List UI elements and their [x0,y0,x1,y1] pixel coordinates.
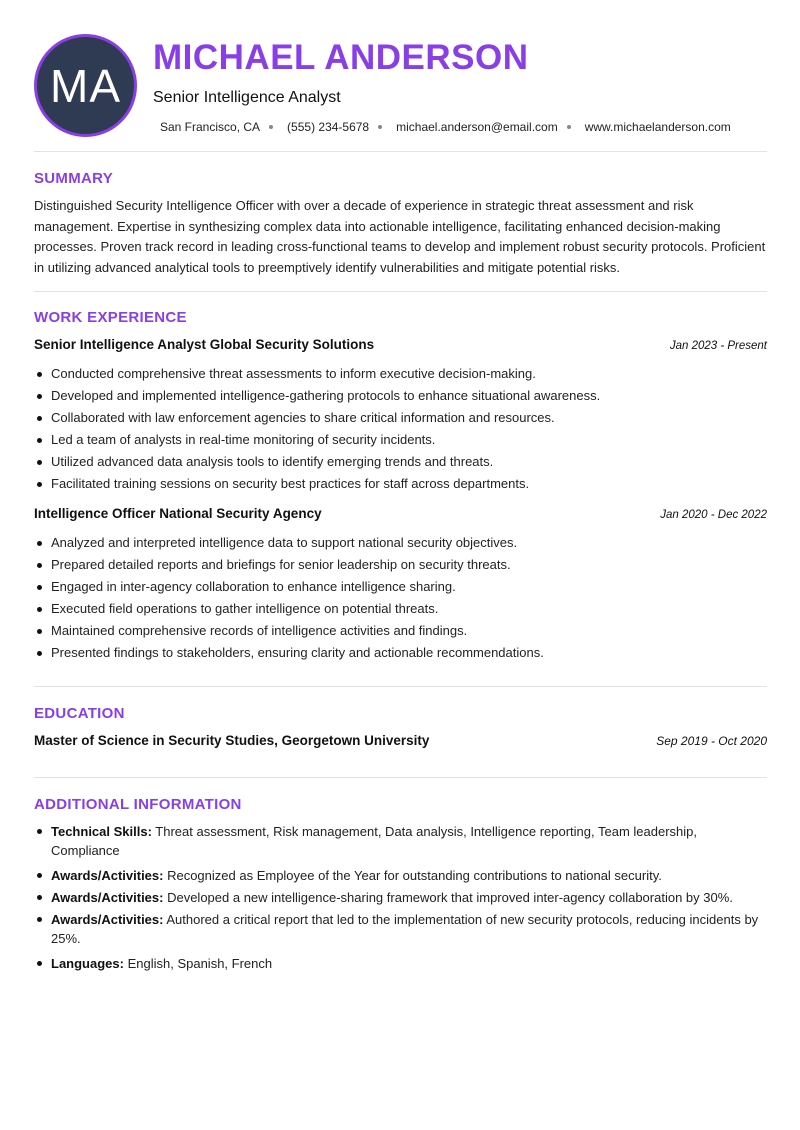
contact-info [160,120,731,134]
list-item [34,910,769,948]
list-item: Led a team of analysts in real-time monitoring of security incidents. [34,429,767,451]
item-text: English, Spanish, French [123,956,273,971]
job-date: Jan 2020 - Dec 2022 [660,509,767,521]
list-item: Analyzed and interpreted intelligence data to support national security objectives. [34,532,767,554]
separator-dot [269,125,273,129]
avatar [34,34,137,137]
list-item: Conducted comprehensive threat assessments to inform executive decision-making. [34,363,767,385]
section-divider [34,291,767,292]
list-item: Maintained comprehensive records of intelligence activities and findings. [34,620,767,642]
contact-phone: (555) 234-5678 [287,120,370,134]
summary-heading: SUMMARY [34,170,114,187]
item-text: Threat assessment, Risk management, Data analysis, Intelligence reporting, Team leadership, Compliance [51,824,697,858]
job-date: Jan 2023 - Present [669,340,767,352]
education-degree: Master of Science in Security Studies, Georgetown University [34,733,430,748]
contact-website[interactable]: www.michaelanderson.com [584,120,731,134]
list-item: Engaged in inter-agency collaboration to enhance intelligence sharing. [34,576,767,598]
avatar-initials: MA [50,59,121,112]
job-bullets [34,363,767,495]
list-item: Facilitated training sessions on security best practices for staff across departments. [34,473,767,495]
contact-location: San Francisco, CA [160,120,261,134]
job-bullets [34,532,767,664]
list-item [34,954,769,973]
separator-dot [378,125,382,129]
candidate-title: Senior Intelligence Analyst [153,89,341,106]
list-item: Developed and implemented intelligence-gathering protocols to enhance situational awareness. [34,385,767,407]
candidate-name: MICHAEL ANDERSON [153,38,529,77]
list-item: Executed field operations to gather intelligence on potential threats. [34,598,767,620]
item-text: Authored a critical report that led to the implementation of new security protocols, reducing incidents by 25%. [51,912,759,946]
separator-dot [567,125,571,129]
list-item: Presented findings to stakeholders, ensuring clarity and actionable recommendations. [34,642,767,664]
section-divider [34,686,767,687]
list-item [34,822,769,860]
item-text: Recognized as Employee of the Year for outstanding contributions to national security. [163,868,662,883]
additional-list [34,822,769,976]
experience-heading: WORK EXPERIENCE [34,309,187,326]
item-label: Technical Skills: [51,824,152,839]
item-label: Awards/Activities: [51,868,164,883]
education-date: Sep 2019 - Oct 2020 [656,734,767,748]
list-item: Utilized advanced data analysis tools to identify emerging trends and threats. [34,451,767,473]
job-role: Intelligence Officer National Security Agency [34,506,322,521]
summary-text: Distinguished Security Intelligence Officer with over a decade of experience in strategic threat assessment and risk management. Expertise in synthesizing complex data into actionable intelligence, facilitating enhanced decision-making processes. Proven track record in leading cross-functional teams to develop and implement robust security protocols. Proficient in utilizing advanced analytical tools to preemptively identify vulnerabilities and mitigate potential risks. [34,198,766,275]
list-item: Collaborated with law enforcement agencies to share critical information and resources. [34,407,767,429]
job-entry [34,506,767,664]
resume-header [0,0,800,152]
job-role: Senior Intelligence Analyst Global Security Solutions [34,337,375,352]
section-divider [34,151,767,152]
job-entry [34,337,767,495]
list-item [34,888,769,907]
item-label: Languages: [51,956,124,971]
education-entry [34,733,767,748]
item-text: Developed a new intelligence-sharing framework that improved inter-agency collaboration by 30%. [163,890,733,905]
section-divider [34,777,767,778]
additional-heading: ADDITIONAL INFORMATION [34,796,242,813]
list-item [34,866,769,885]
list-item: Prepared detailed reports and briefings for senior leadership on security threats. [34,554,767,576]
contact-email[interactable]: michael.anderson@email.com [396,120,558,134]
item-label: Awards/Activities: [51,890,164,905]
education-heading: EDUCATION [34,705,125,722]
item-label: Awards/Activities: [51,912,164,927]
